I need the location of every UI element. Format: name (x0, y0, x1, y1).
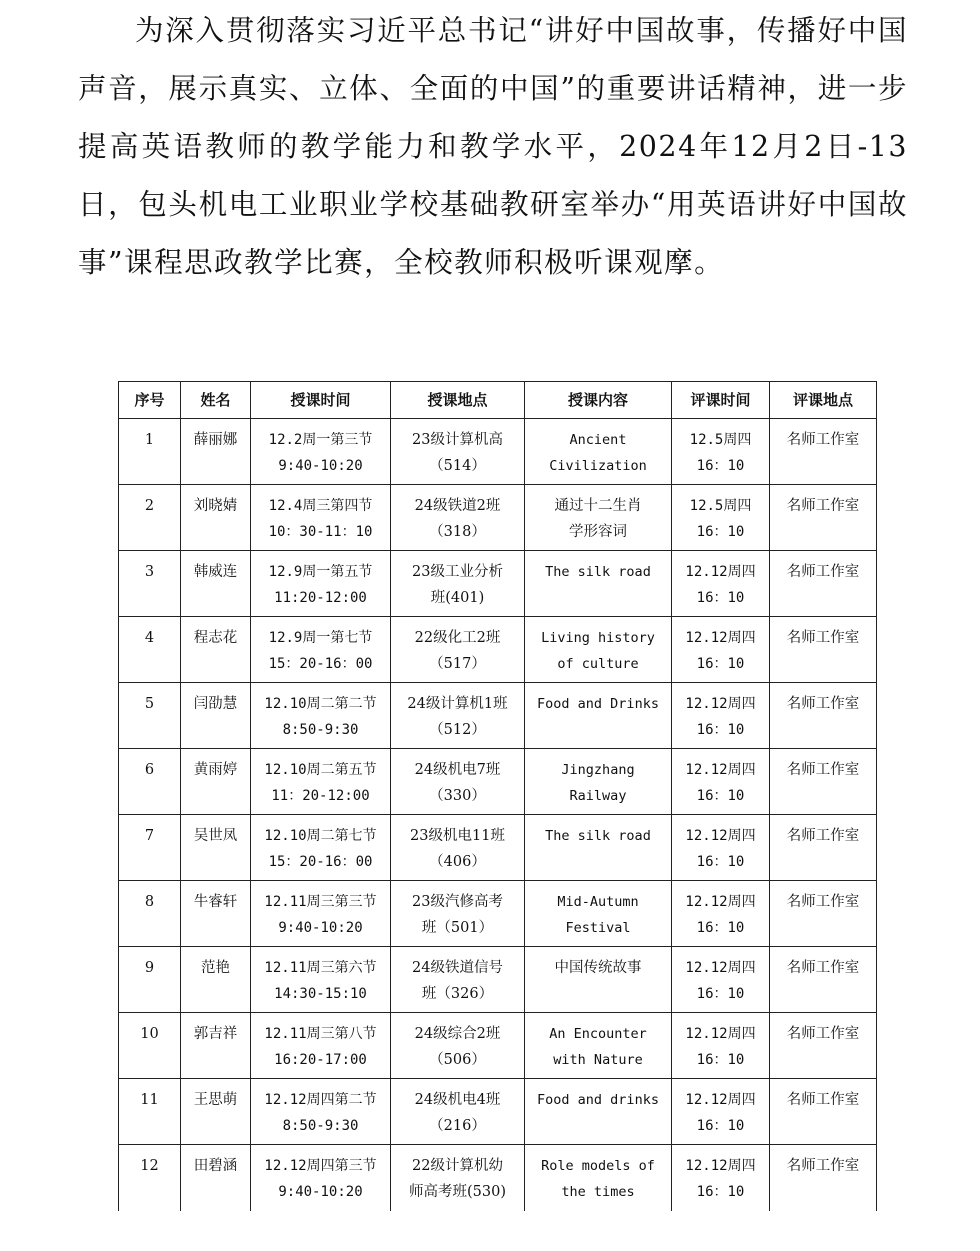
eval-time: 12.12周四 16：10 (672, 1013, 770, 1079)
row-number: 10 (119, 1013, 181, 1079)
class-time: 12.12周四第三节 9:40-10:20 (251, 1145, 391, 1211)
eval-location: 名师工作室 (770, 881, 877, 947)
eval-time: 12.12周四 16：10 (672, 881, 770, 947)
class-content: An Encounter with Nature (525, 1013, 672, 1079)
class-time: 12.9周一第七节 15：20-16：00 (251, 617, 391, 683)
class-time: 12.11周三第六节 14:30-15:10 (251, 947, 391, 1013)
table-row (119, 1013, 877, 1079)
eval-time: 12.12周四 16：10 (672, 1079, 770, 1145)
table-row (119, 947, 877, 1013)
teacher-name: 韩威连 (181, 551, 251, 617)
class-content: Living history of culture (525, 617, 672, 683)
header-class-location: 授课地点 (391, 382, 525, 419)
class-content: Food and Drinks (525, 683, 672, 749)
class-location: 23级汽修高考 班（501） (391, 881, 525, 947)
table-header-row (119, 382, 877, 419)
class-time: 12.4周三第四节 10：30-11：10 (251, 485, 391, 551)
table-row (119, 683, 877, 749)
class-content: 通过十二生肖 学形容词 (525, 485, 672, 551)
eval-location: 名师工作室 (770, 1145, 877, 1211)
class-location: 24级机电4班 （216） (391, 1079, 525, 1145)
class-location: 24级铁道信号 班（326） (391, 947, 525, 1013)
class-content: Jingzhang Railway (525, 749, 672, 815)
teacher-name: 范艳 (181, 947, 251, 1013)
schedule-table (118, 381, 877, 1211)
table-row (119, 881, 877, 947)
class-time: 12.2周一第三节 9:40-10:20 (251, 419, 391, 485)
row-number: 3 (119, 551, 181, 617)
eval-time: 12.12周四 16：10 (672, 1145, 770, 1211)
class-time: 12.12周四第二节 8:50-9:30 (251, 1079, 391, 1145)
header-eval-time: 评课时间 (672, 382, 770, 419)
class-content: The silk road (525, 551, 672, 617)
row-number: 4 (119, 617, 181, 683)
eval-time: 12.12周四 16：10 (672, 947, 770, 1013)
table-row (119, 1079, 877, 1145)
row-number: 5 (119, 683, 181, 749)
table-row (119, 815, 877, 881)
eval-location: 名师工作室 (770, 683, 877, 749)
eval-time: 12.5周四 16：10 (672, 485, 770, 551)
class-location: 22级计算机幼 师高考班(530) (391, 1145, 525, 1211)
class-location: 23级机电11班 （406） (391, 815, 525, 881)
eval-location: 名师工作室 (770, 1079, 877, 1145)
class-location: 24级机电7班 （330） (391, 749, 525, 815)
header-eval-location: 评课地点 (770, 382, 877, 419)
row-number: 12 (119, 1145, 181, 1211)
intro-section (78, 2, 908, 292)
row-number: 2 (119, 485, 181, 551)
teacher-name: 刘晓婧 (181, 485, 251, 551)
header-no: 序号 (119, 382, 181, 419)
row-number: 9 (119, 947, 181, 1013)
teacher-name: 闫劭慧 (181, 683, 251, 749)
class-content: 中国传统故事 (525, 947, 672, 1013)
row-number: 1 (119, 419, 181, 485)
class-time: 12.11周三第八节 16:20-17:00 (251, 1013, 391, 1079)
teacher-name: 王思萌 (181, 1079, 251, 1145)
table-row (119, 1145, 877, 1211)
row-number: 8 (119, 881, 181, 947)
eval-time: 12.12周四 16：10 (672, 617, 770, 683)
class-location: 23级计算机高 （514） (391, 419, 525, 485)
class-content: Mid-Autumn Festival (525, 881, 672, 947)
teacher-name: 程志花 (181, 617, 251, 683)
class-content: Role models of the times (525, 1145, 672, 1211)
class-time: 12.11周三第三节 9:40-10:20 (251, 881, 391, 947)
intro-paragraph: 为深入贯彻落实习近平总书记“讲好中国故事，传播好中国声音，展示真实、立体、全面的中国”的重要讲话精神，进一步提高英语教师的教学能力和教学水平，2024年12月2日-13日，包头机电工业职业学校基础教研室举办“用英语讲好中国故事”课程思政教学比赛，全校教师积极听课观摩。 (78, 14, 908, 279)
table-row (119, 617, 877, 683)
class-time: 12.9周一第五节 11:20-12:00 (251, 551, 391, 617)
table-row (119, 749, 877, 815)
eval-time: 12.12周四 16：10 (672, 749, 770, 815)
class-location: 24级计算机1班 （512） (391, 683, 525, 749)
row-number: 11 (119, 1079, 181, 1145)
teacher-name: 黄雨婷 (181, 749, 251, 815)
eval-time: 12.12周四 16：10 (672, 551, 770, 617)
teacher-name: 吴世凤 (181, 815, 251, 881)
class-location: 24级铁道2班 （318） (391, 485, 525, 551)
header-class-content: 授课内容 (525, 382, 672, 419)
eval-location: 名师工作室 (770, 815, 877, 881)
eval-time: 12.5周四 16：10 (672, 419, 770, 485)
class-time: 12.10周二第五节 11：20-12:00 (251, 749, 391, 815)
row-number: 6 (119, 749, 181, 815)
class-location: 24级综合2班 （506） (391, 1013, 525, 1079)
class-time: 12.10周二第七节 15：20-16：00 (251, 815, 391, 881)
eval-location: 名师工作室 (770, 551, 877, 617)
eval-location: 名师工作室 (770, 485, 877, 551)
eval-location: 名师工作室 (770, 947, 877, 1013)
teacher-name: 薛丽娜 (181, 419, 251, 485)
table-body (119, 419, 877, 1211)
teacher-name: 郭吉祥 (181, 1013, 251, 1079)
class-location: 22级化工2班 （517） (391, 617, 525, 683)
class-content: Ancient Civilization (525, 419, 672, 485)
eval-location: 名师工作室 (770, 749, 877, 815)
teacher-name: 田碧涵 (181, 1145, 251, 1211)
table-row (119, 485, 877, 551)
eval-location: 名师工作室 (770, 419, 877, 485)
eval-location: 名师工作室 (770, 617, 877, 683)
class-content: Food and drinks (525, 1079, 672, 1145)
class-location: 23级工业分析 班(401) (391, 551, 525, 617)
eval-location: 名师工作室 (770, 1013, 877, 1079)
teacher-name: 牛睿轩 (181, 881, 251, 947)
table-row (119, 551, 877, 617)
eval-time: 12.12周四 16：10 (672, 815, 770, 881)
eval-time: 12.12周四 16：10 (672, 683, 770, 749)
class-time: 12.10周二第二节 8:50-9:30 (251, 683, 391, 749)
header-class-time: 授课时间 (251, 382, 391, 419)
header-name: 姓名 (181, 382, 251, 419)
class-content: The silk road (525, 815, 672, 881)
row-number: 7 (119, 815, 181, 881)
table-row (119, 419, 877, 485)
